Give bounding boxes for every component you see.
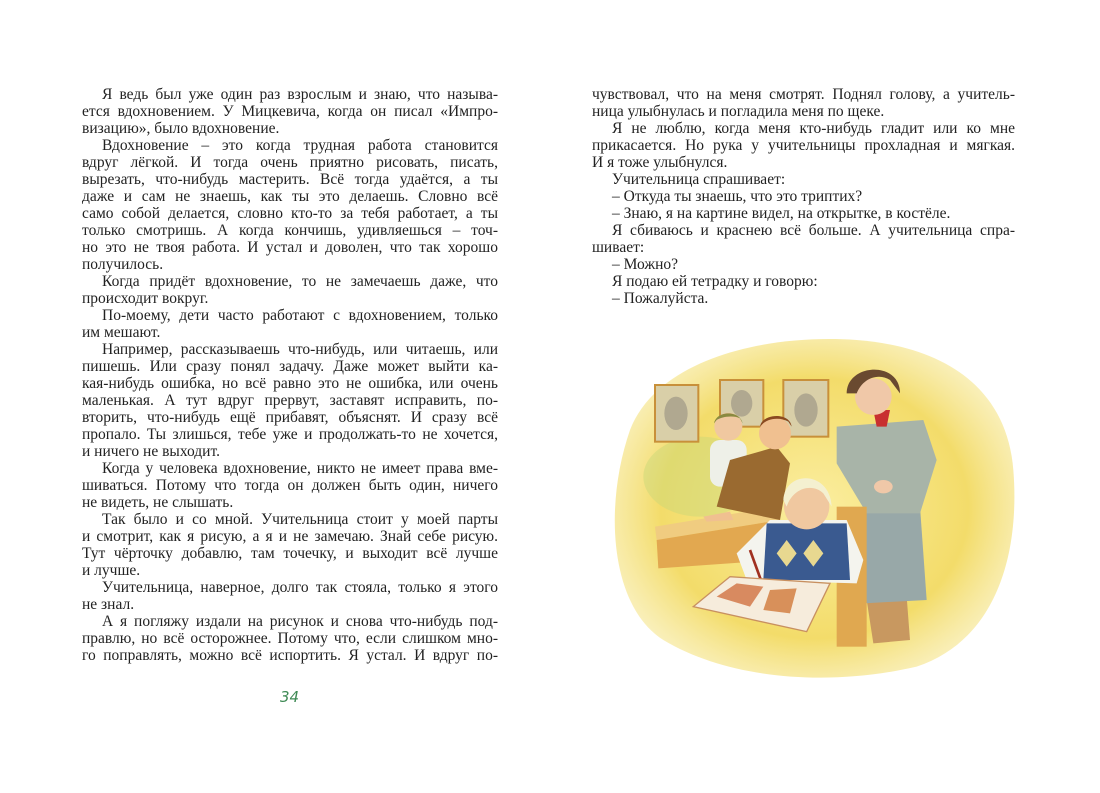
text-line: Например, рассказываешь что-нибудь, или читаешь, или [102, 341, 498, 358]
text-line: прикасается. Но рука у учительницы прохладная и мягкая. [592, 137, 1015, 154]
text-line: Я сбиваюсь и краснею всё больше. А учительница спра- [612, 222, 1015, 239]
text-line: и лучше. [82, 562, 141, 579]
paragraph [592, 222, 1015, 256]
paragraph [82, 460, 498, 511]
text-line: шиваться. Потому что тогда он должен быть один, ничего [82, 477, 498, 494]
text-line: пишешь. Или сразу понял задачу. Даже может выйти ка- [82, 358, 498, 375]
text-line: само собой делается, словно кто-то за тебя работает, а ты [82, 205, 498, 222]
text-line: даже и сам не знаешь, как ты это делаешь. Словно всё [82, 188, 498, 205]
paragraph [592, 171, 1015, 188]
text-line: го поправлять, можно всё испортить. Я устал. И вдруг по- [82, 647, 498, 664]
paragraph [592, 120, 1015, 171]
text-line: маленькая. А тут вдруг прервут, заставят исправить, по- [82, 392, 498, 409]
text-line: Вдохновение – это когда трудная работа становится [102, 137, 498, 154]
text-line: А я погляжу издали на рисунок и снова что-нибудь под- [102, 613, 498, 630]
paragraph [82, 579, 498, 613]
text-line: – Знаю, я на картине видел, на открытке, в костёле. [612, 205, 951, 222]
text-line: чувствовал, что на меня смотрят. Поднял голову, а учитель- [592, 86, 1015, 103]
paragraph [82, 511, 498, 579]
text-line: пропало. Ты злишься, тебе уже и продолжать-то не хочется, [82, 426, 498, 443]
paragraph [592, 188, 1015, 205]
classroom-illustration [590, 320, 1040, 690]
text-line: и смотрит, как я рисую, а я и не замечаю. Знай себе рисую. [82, 528, 498, 545]
text-line: ется вдохновением. У Мицкевича, когда он писал «Импро- [82, 103, 498, 120]
text-line: – Откуда ты знаешь, что это триптих? [612, 188, 863, 205]
text-line: Учительница, наверное, долго так стояла, только я этого [102, 579, 498, 596]
text-line: вдруг лёгкой. И тогда очень приятно рисовать, писать, [82, 154, 498, 171]
paragraph [82, 307, 498, 341]
paragraph [592, 86, 1015, 120]
paragraph [82, 137, 498, 273]
text-line: Когда придёт вдохновение, то не замечаешь даже, что [102, 273, 498, 290]
text-line: и ничего не выходит. [82, 443, 220, 460]
paragraph [592, 273, 1015, 290]
text-line: но это не твоя работа. И устал и доволен, что так хорошо [82, 239, 498, 256]
paragraph [82, 86, 498, 137]
text-line: шивает: [592, 239, 645, 256]
text-line: Так было и со мной. Учительница стоит у моей парты [102, 511, 498, 528]
paragraph [592, 256, 1015, 273]
text-line: им мешают. [82, 324, 161, 341]
page-number: 34 [280, 688, 300, 706]
text-line: визацию», было вдохновение. [82, 120, 280, 137]
text-line: Я не люблю, когда меня кто-нибудь гладит или ко мне [612, 120, 1015, 137]
text-line: Когда у человека вдохновение, никто не имеет права вме- [102, 460, 498, 477]
right-page-text [592, 86, 1015, 307]
text-line: правлю, но всё осторожнее. Потому что, если слишком мно- [82, 630, 498, 647]
paragraph [82, 273, 498, 307]
text-line: Я подаю ей тетрадку и говорю: [612, 273, 818, 290]
text-line: происходит вокруг. [82, 290, 209, 307]
left-page-text [82, 86, 498, 664]
text-line: только смотришь. А когда кончишь, удивляешься – точ- [82, 222, 498, 239]
text-line: И я тоже улыбнулся. [592, 154, 728, 171]
text-line: вырезать, что-нибудь мастерить. Всё тогда удаётся, а ты [82, 171, 498, 188]
paragraph [592, 205, 1015, 222]
text-line: ница улыбнулась и погладила меня по щеке. [592, 103, 885, 120]
text-line: – Можно? [612, 256, 679, 273]
paragraph [82, 613, 498, 664]
text-line: Я ведь был уже один раз взрослым и знаю, что называ- [102, 86, 498, 103]
text-line: вторить, что-нибудь ещё прибавят, объяснят. И сразу всё [82, 409, 498, 426]
paragraph [592, 290, 1015, 307]
text-line: не знал. [82, 596, 135, 613]
text-line: кая-нибудь ошибка, но всё равно это не ошибка, или очень [82, 375, 498, 392]
text-line: По-моему, дети часто работают с вдохновением, только [102, 307, 498, 324]
text-line: получилось. [82, 256, 164, 273]
text-line: Учительница спрашивает: [612, 171, 786, 188]
paragraph [82, 341, 498, 460]
text-line: Тут чёрточку добавлю, там точечку, и выходит всё лучше [82, 545, 498, 562]
text-line: не видеть, не слышать. [82, 494, 234, 511]
text-line: – Пожалуйста. [612, 290, 709, 307]
